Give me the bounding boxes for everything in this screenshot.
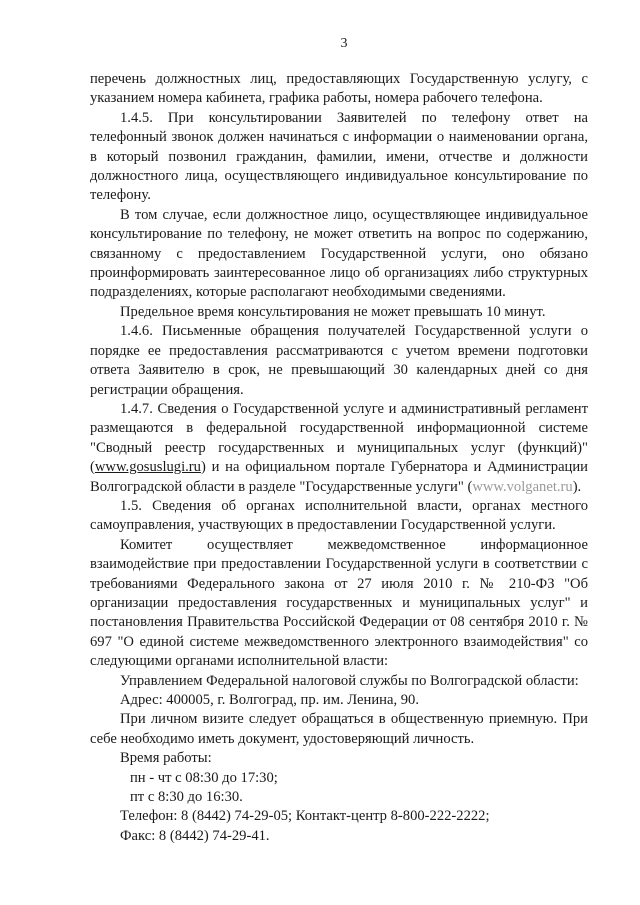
paragraph-work-hours-title: Время работы: [120,750,212,767]
paragraph-hours-mon-thu: пн - чт с 08:30 до 17:30; [130,769,278,786]
paragraph-time-limit: Предельное время консультирования не может превышать 10 минут. [120,303,546,320]
paragraph-hours-fri: пт с 8:30 до 16:30. [130,789,243,806]
paragraph-address: Адрес: 400005, г. Волгоград, пр. им. Ленина, 90. [120,692,419,708]
paragraph-1-4-6: 1.4.6. Письменные обращения получателей Государственной услуги о порядке ее предоставления рассматриваются с учетом времени подготовки ответа Заявителю в срок, не превышающий 30 календарных дней со дня регистрации обращения. [90,323,588,398]
paragraph-1-4-5: 1.4.5. При консультировании Заявителей по телефону ответ на телефонный звонок должен начинаться с информации о наименовании органа, в который позвонил гражданин, фамилии, имени, отчестве и должности должностного лица, осуществляющего индивидуальное консультирование по телефону. [90,109,588,204]
paragraph-visit: При личном визите следует обращаться в общественную приемную. При себе необходимо иметь документ, удостоверяющий личность. [90,711,588,747]
volganet-link[interactable]: www.volganet.ru [472,478,573,495]
paragraph-1-4-7-text-1: 1.4.7. Сведения о Государственной услуге и административный регламент размещаются в федеральной государственной информационной системе "Сводный реестр государственных и муниципальных услуг (функций)" ( [90,400,588,476]
paragraph-1-4-7-text-2: ) и на официальном портале Губернатора и Администрации Волгоградской области в разделе "Государственные услуги" ( [90,459,588,495]
paragraph-fax: Факс: 8 (8442) 74-29-41. [120,827,270,844]
gosuslugi-link[interactable]: www.gosuslugi.ru [94,459,201,476]
paragraph-1-4-7 [90,400,588,497]
paragraph-phone: Телефон: 8 (8442) 74-29-05; Контакт-центр 8-800-222-2222; [120,808,490,825]
paragraph-1-5: 1.5. Сведения об органах исполнительной власти, органах местного самоуправления, участвующих в предоставлении Государственной услуги. [90,497,588,534]
document-body [90,70,588,846]
paragraph-1-4-7-text-3: ). [572,478,582,495]
paragraph-officials-list: перечень должностных лиц, предоставляющих Государственную услугу, с указанием номера кабинета, графика работы, номера рабочего телефона. [90,71,588,107]
paragraph-tax-service: Управлением Федеральной налоговой службы по Волгоградской области: [120,672,579,689]
paragraph-referral: В том случае, если должностное лицо, осуществляющее индивидуальное консультирование по телефону, не может ответить на вопрос по содержанию, связанному с предоставлением Государственной услуги, оно обязано проинформировать заинтересованное лицо об организациях либо структурных подразделениях, которые располагают необходимыми сведениями. [90,206,588,301]
page-number: 3 [340,36,348,51]
paragraph-interaction: Комитет осуществляет межведомственное информационное взаимодействие при предоставлении Государственной услуги в соответствии с требованиями Федерального закона от 27 июля 2010 г. № 210-ФЗ "Об организации предоставления государственных и муниципальных услуг" и постановления Правительства Российской Федерации от 08 сентября 2010 г. № 697 "О единой системе межведомственного электронного взаимодействия" со следующими органами исполнительной власти: [90,536,588,670]
